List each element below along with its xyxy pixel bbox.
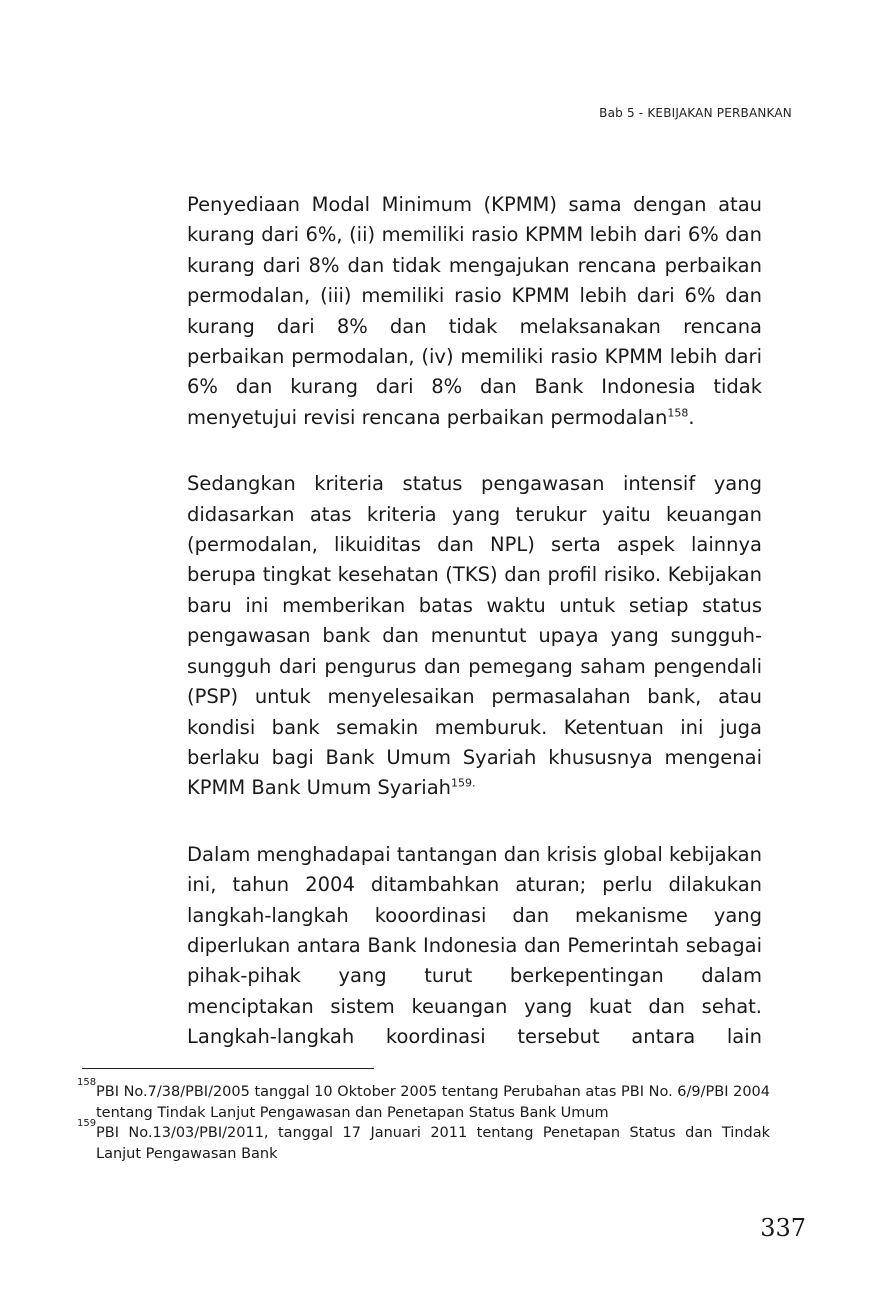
footnote-mark: 159 xyxy=(77,1118,97,1129)
paragraph-1-tail: . xyxy=(688,405,695,429)
footnote-158 xyxy=(77,1077,770,1123)
footnote-ref-158[interactable]: 158 xyxy=(667,406,689,420)
footnotes xyxy=(77,1077,770,1164)
paragraph-2-text: Sedangkan kriteria status pengawasan intensif yang didasarkan atas kriteria yang terukur yaitu keuangan (permodalan, likuiditas dan NPL) serta aspek lainnya berupa tingkat kesehatan (TKS) dan profil risiko. Kebijakan baru ini memberikan batas waktu untuk setiap status pengawasan bank dan menuntut upaya yang sungguh-sungguh dari pengurus dan pemegang saham pengendali (PSP) untuk menyelesaikan permasalahan bank, atau kondisi bank semakin memburuk. Ketentuan ini juga berlaku bagi Bank Umum Syariah khususnya mengenai KPMM Bank Umum Syariah xyxy=(187,472,762,800)
footnote-159 xyxy=(77,1118,770,1164)
paragraph-3 xyxy=(187,840,762,1053)
paragraph-2 xyxy=(187,469,762,803)
body-text xyxy=(187,190,762,1053)
paragraph-1-text: Penyediaan Modal Minimum (KPMM) sama dengan atau kurang dari 6%, (ii) memiliki rasio KPMM lebih dari 6% dan kurang dari 8% dan tidak mengajukan rencana perbaikan permodalan, (iii) memiliki rasio KPMM lebih dari 6% dan kurang dari 8% dan tidak melaksanakan rencana perbaikan permodalan, (iv) memiliki rasio KPMM lebih dari 6% dan kurang dari 8% dan Bank Indonesia tidak menyetujui revisi rencana perbaikan permodalan xyxy=(187,193,762,429)
footnote-text: PBI No.13/03/PBI/2011, tanggal 17 Januari 2011 tentang Penetapan Status dan Tindak Lanjut Pengawasan Bank xyxy=(96,1125,770,1162)
footnote-divider xyxy=(82,1068,374,1069)
footnote-ref-159[interactable]: 159. xyxy=(451,776,476,790)
footnote-mark: 158 xyxy=(77,1077,97,1088)
paragraph-3-text: Dalam menghadapai tantangan dan krisis global kebijakan ini, tahun 2004 ditambahkan aturan; perlu dilakukan langkah-langkah kooordinasi dan mekanisme yang diperlukan antara Bank Indonesia dan Pemerintah sebagai pihak-pihak yang turut berkepentingan dalam menciptakan sistem keuangan yang kuat dan sehat. Langkah-langkah koordinasi tersebut antara lain xyxy=(187,842,762,1049)
footnote-text: PBI No.7/38/PBI/2005 tanggal 10 Oktober 2005 tentang Perubahan atas PBI No. 6/9/PBI 2004 tentang Tindak Lanjut Pengawasan dan Penetapan Status Bank Umum xyxy=(96,1084,770,1121)
paragraph-1 xyxy=(187,190,762,433)
page-number: 337 xyxy=(760,1214,806,1242)
running-header: Bab 5 - KEBIJAKAN PERBANKAN xyxy=(599,106,792,120)
